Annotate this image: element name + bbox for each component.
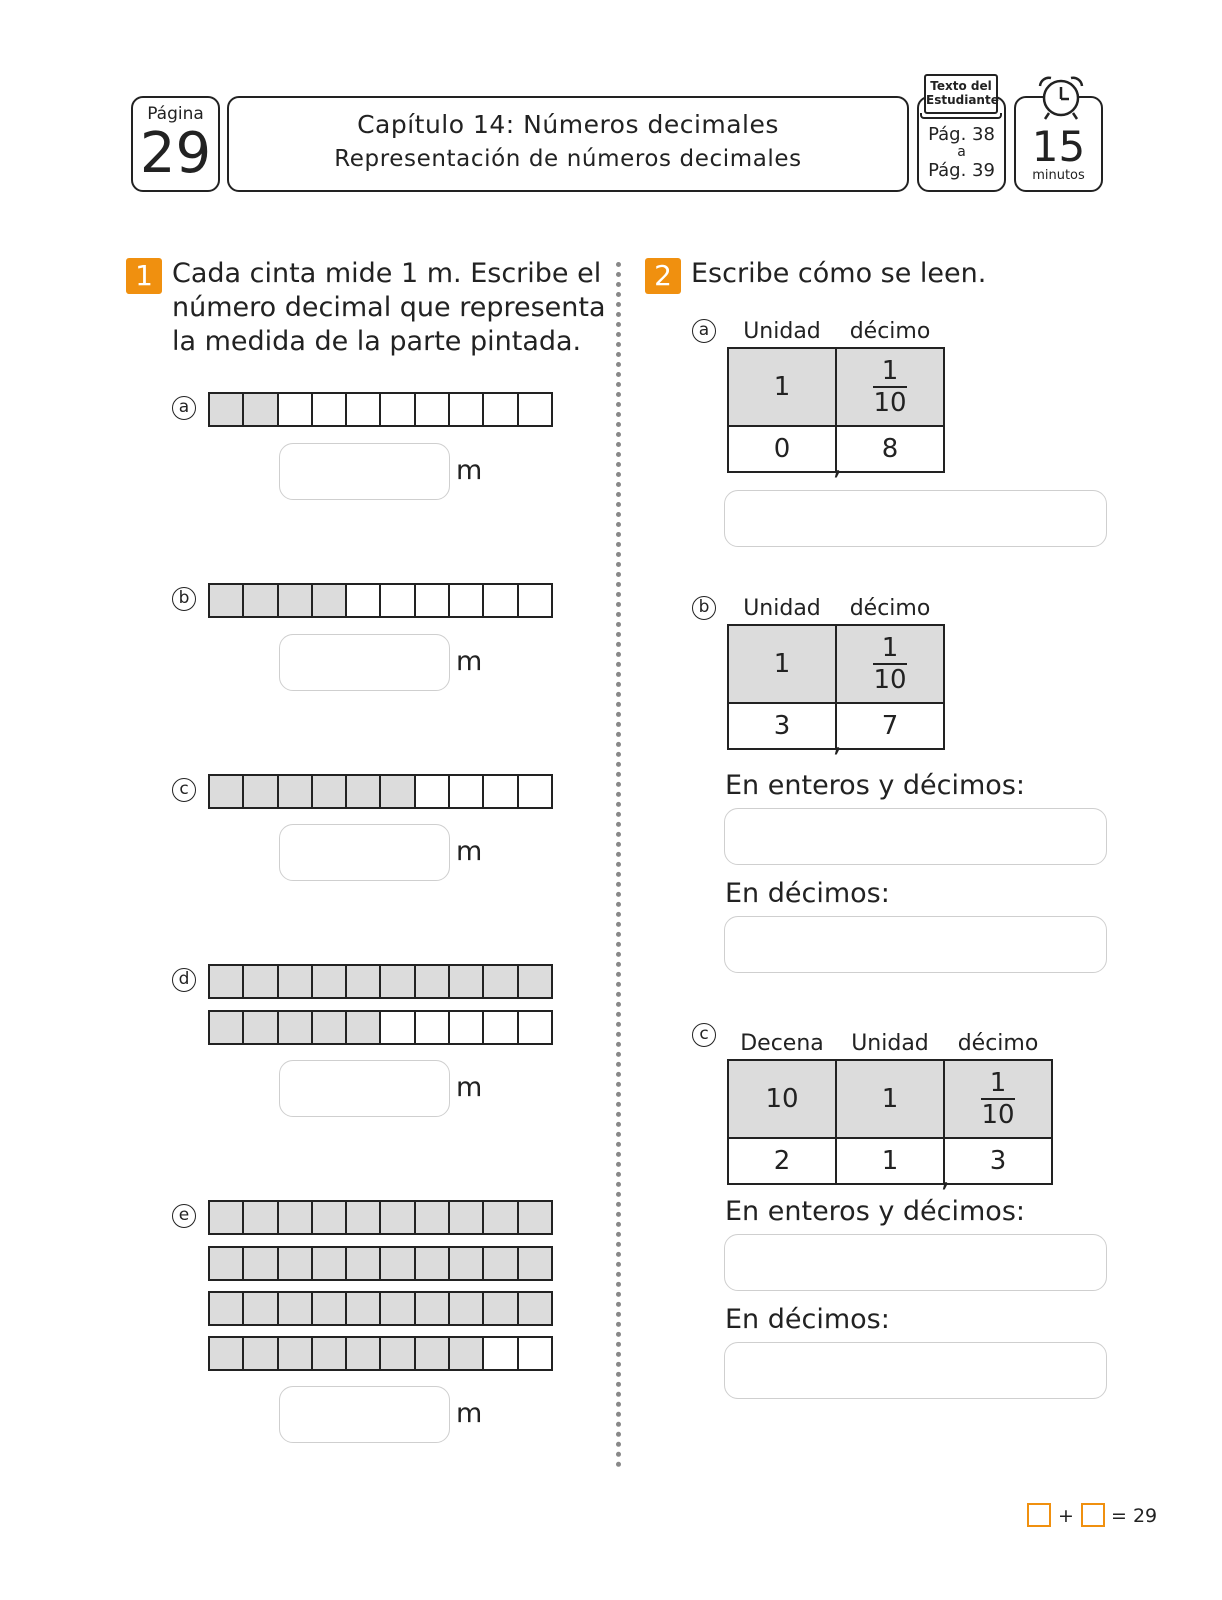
fraction-numerator: 1	[873, 356, 906, 388]
fraction-denominator: 10	[873, 388, 907, 418]
shaded-cell	[279, 776, 313, 807]
fraction-numerator: 1	[873, 633, 906, 665]
fraction-denominator: 10	[981, 1100, 1015, 1130]
shaded-cell	[244, 1338, 278, 1369]
header-cell-unit: 1	[728, 625, 836, 703]
prompt-tenths-c: En décimos:	[725, 1304, 890, 1335]
unit-label: m	[456, 836, 483, 867]
chapter-title-box	[227, 96, 909, 192]
answer-box-2a[interactable]	[724, 490, 1107, 547]
shaded-cell	[210, 1202, 244, 1233]
shaded-cell	[519, 1248, 551, 1279]
shaded-cell	[313, 1012, 347, 1043]
empty-cell	[484, 585, 518, 616]
shaded-cell	[279, 1202, 313, 1233]
shaded-cell	[450, 966, 484, 997]
shaded-cell	[484, 966, 518, 997]
empty-cell	[484, 394, 518, 425]
header-cell-tenth	[836, 625, 944, 703]
empty-cell	[450, 394, 484, 425]
value-unit: 0	[773, 434, 791, 464]
unit-label: m	[456, 1398, 483, 1429]
shaded-cell	[244, 1248, 278, 1279]
place-value-table-a	[727, 347, 945, 482]
shaded-cell	[210, 1338, 244, 1369]
shaded-cell	[279, 1338, 313, 1369]
empty-cell	[416, 394, 450, 425]
shaded-cell	[244, 966, 278, 997]
fraction	[981, 1068, 1014, 1130]
shaded-cell	[279, 585, 313, 616]
shaded-cell	[210, 1012, 244, 1043]
shaded-cell	[244, 394, 278, 425]
header-cell-unit: 1	[728, 348, 836, 426]
ribbon-strip	[208, 1200, 553, 1235]
place-value-table-b	[727, 624, 945, 759]
shaded-cell	[210, 966, 244, 997]
item-a-label: a	[172, 396, 196, 420]
empty-cell	[519, 585, 551, 616]
ribbon-strip	[208, 774, 553, 809]
empty-cell	[519, 776, 551, 807]
value-cell-tenth: 3	[944, 1138, 1052, 1184]
empty-cell	[381, 585, 415, 616]
footer-plus: +	[1058, 1505, 1074, 1527]
header-cell-ten: 10	[728, 1060, 836, 1138]
chapter-subtitle: Representación de números decimales	[334, 146, 802, 172]
item-2c-label: c	[692, 1023, 716, 1047]
fraction	[873, 633, 906, 695]
empty-cell	[279, 394, 313, 425]
answer-box-2b-tenths[interactable]	[724, 916, 1107, 973]
shaded-cell	[381, 966, 415, 997]
value-cell-tenth: 7	[836, 703, 944, 749]
shaded-cell	[450, 1338, 484, 1369]
chapter-title: Capítulo 14: Números decimales	[357, 110, 779, 139]
shaded-cell	[244, 1202, 278, 1233]
question-2-text: Escribe cómo se leen.	[691, 258, 987, 289]
answer-box-2c-wholes[interactable]	[724, 1234, 1107, 1291]
shaded-cell	[347, 1248, 381, 1279]
empty-cell	[347, 585, 381, 616]
column-header-unidad: Unidad	[851, 1031, 929, 1056]
shaded-cell	[279, 1293, 313, 1324]
shaded-cell	[210, 394, 244, 425]
unit-label: m	[456, 455, 483, 486]
item-2a-label: a	[692, 319, 716, 343]
shaded-cell	[347, 776, 381, 807]
shaded-cell	[210, 585, 244, 616]
shaded-cell	[347, 1012, 381, 1043]
empty-cell	[450, 1012, 484, 1043]
item-c-label: c	[172, 778, 196, 802]
value-unit: 3	[773, 711, 791, 741]
column-header-unidad: Unidad	[743, 596, 821, 621]
shaded-cell	[347, 1293, 381, 1324]
pages-from: Pág. 38	[928, 124, 995, 145]
shaded-cell	[210, 776, 244, 807]
shaded-cell	[313, 1202, 347, 1233]
shaded-cell	[450, 1248, 484, 1279]
minutes-value: 15	[1031, 122, 1086, 171]
ribbon-strip	[208, 1246, 553, 1281]
shaded-cell	[484, 1248, 518, 1279]
shaded-cell	[313, 585, 347, 616]
footer-square-icon	[1027, 1503, 1051, 1527]
decimal-comma: ,	[832, 447, 842, 482]
pages-to: Pág. 39	[928, 160, 995, 181]
question-1-line-1: Cada cinta mide 1 m. Escribe el	[172, 258, 602, 289]
shaded-cell	[519, 1202, 551, 1233]
time-box	[1014, 96, 1103, 192]
item-d-label: d	[172, 968, 196, 992]
decimal-comma: ,	[832, 724, 842, 759]
column-header-decena: Decena	[740, 1031, 824, 1056]
shaded-cell	[244, 1293, 278, 1324]
shaded-cell	[313, 1248, 347, 1279]
shaded-cell	[519, 1293, 551, 1324]
header-cell-unit: 1	[836, 1060, 944, 1138]
shaded-cell	[416, 1248, 450, 1279]
shaded-cell	[347, 1338, 381, 1369]
ribbon-strip	[208, 1291, 553, 1326]
empty-cell	[450, 776, 484, 807]
textbook-reference-box	[917, 79, 1006, 192]
shaded-cell	[313, 966, 347, 997]
ribbon-strip	[208, 583, 553, 618]
item-b-label: b	[172, 587, 196, 611]
shaded-cell	[279, 966, 313, 997]
shaded-cell	[416, 1293, 450, 1324]
shaded-cell	[381, 776, 415, 807]
shaded-cell	[279, 1248, 313, 1279]
fraction-denominator: 10	[873, 665, 907, 695]
shaded-cell	[519, 966, 551, 997]
prompt-wholes-and-tenths-c: En enteros y décimos:	[725, 1196, 1025, 1227]
answer-box-c[interactable]	[279, 824, 450, 881]
ribbon-strip	[208, 964, 553, 999]
place-value-table-c	[727, 1059, 1053, 1194]
answer-box-2c-tenths[interactable]	[724, 1342, 1107, 1399]
decimal-comma: ,	[940, 1159, 950, 1194]
value-cell-unit	[728, 703, 842, 759]
shaded-cell	[313, 1293, 347, 1324]
empty-cell	[450, 585, 484, 616]
unit-label: m	[456, 646, 483, 677]
question-1-line-3: la medida de la parte pintada.	[172, 326, 582, 357]
answer-box-2b-wholes[interactable]	[724, 808, 1107, 865]
ribbon-strip	[208, 1336, 553, 1371]
book-icon	[924, 74, 998, 114]
header-cell-tenth	[944, 1060, 1052, 1138]
column-header-unidad: Unidad	[743, 319, 821, 344]
answer-box-e[interactable]	[279, 1386, 450, 1443]
value-cell-unit	[836, 1138, 950, 1194]
empty-cell	[484, 776, 518, 807]
page-number-box	[131, 96, 220, 192]
shaded-cell	[244, 776, 278, 807]
alarm-clock-icon	[1034, 74, 1088, 122]
empty-cell	[313, 394, 347, 425]
answer-box-a[interactable]	[279, 443, 450, 500]
question-2-number: 2	[645, 258, 681, 294]
empty-cell	[519, 1012, 551, 1043]
empty-cell	[347, 394, 381, 425]
question-1-number: 1	[126, 258, 162, 294]
empty-cell	[381, 1012, 415, 1043]
ribbon-strip	[208, 1010, 553, 1045]
shaded-cell	[381, 1248, 415, 1279]
column-header-decimo: décimo	[849, 319, 931, 344]
shaded-cell	[484, 1202, 518, 1233]
question-1-line-2: número decimal que representa	[172, 292, 606, 323]
shaded-cell	[381, 1293, 415, 1324]
footer-equals: = 29	[1111, 1505, 1158, 1527]
empty-cell	[484, 1338, 518, 1369]
shaded-cell	[381, 1202, 415, 1233]
shaded-cell	[450, 1293, 484, 1324]
item-e-label: e	[172, 1204, 196, 1228]
shaded-cell	[381, 1338, 415, 1369]
column-divider	[616, 262, 621, 1468]
answer-box-b[interactable]	[279, 634, 450, 691]
book-label: Texto del Estudiante	[926, 79, 999, 107]
empty-cell	[381, 394, 415, 425]
column-header-decimo: décimo	[957, 1031, 1039, 1056]
shaded-cell	[244, 585, 278, 616]
empty-cell	[519, 1338, 551, 1369]
shaded-cell	[279, 1012, 313, 1043]
shaded-cell	[416, 1338, 450, 1369]
pages-separator: a	[957, 144, 966, 160]
empty-cell	[519, 394, 551, 425]
item-2b-label: b	[692, 596, 716, 620]
prompt-tenths-b: En décimos:	[725, 878, 890, 909]
empty-cell	[484, 1012, 518, 1043]
shaded-cell	[450, 1202, 484, 1233]
question-1-text	[172, 257, 606, 359]
shaded-cell	[210, 1293, 244, 1324]
column-header-decimo: décimo	[849, 596, 931, 621]
ribbon-strip	[208, 392, 553, 427]
empty-cell	[416, 585, 450, 616]
fraction-numerator: 1	[981, 1068, 1014, 1100]
answer-box-d[interactable]	[279, 1060, 450, 1117]
shaded-cell	[313, 1338, 347, 1369]
shaded-cell	[416, 966, 450, 997]
footer-square-icon	[1081, 1503, 1105, 1527]
value-cell-unit	[728, 426, 842, 482]
shaded-cell	[484, 1293, 518, 1324]
value-cell-ten: 2	[728, 1138, 836, 1184]
shaded-cell	[347, 1202, 381, 1233]
prompt-wholes-and-tenths-b: En enteros y décimos:	[725, 770, 1025, 801]
shaded-cell	[313, 776, 347, 807]
empty-cell	[416, 776, 450, 807]
minutes-label: minutos	[1032, 168, 1085, 183]
shaded-cell	[416, 1202, 450, 1233]
value-unit: 1	[881, 1146, 899, 1176]
page-label: Página	[147, 104, 204, 124]
shaded-cell	[210, 1248, 244, 1279]
shaded-cell	[347, 966, 381, 997]
header-cell-tenth	[836, 348, 944, 426]
fraction	[873, 356, 906, 418]
empty-cell	[416, 1012, 450, 1043]
unit-label: m	[456, 1072, 483, 1103]
shaded-cell	[244, 1012, 278, 1043]
page-number: 29	[139, 121, 212, 186]
value-cell-tenth: 8	[836, 426, 944, 472]
